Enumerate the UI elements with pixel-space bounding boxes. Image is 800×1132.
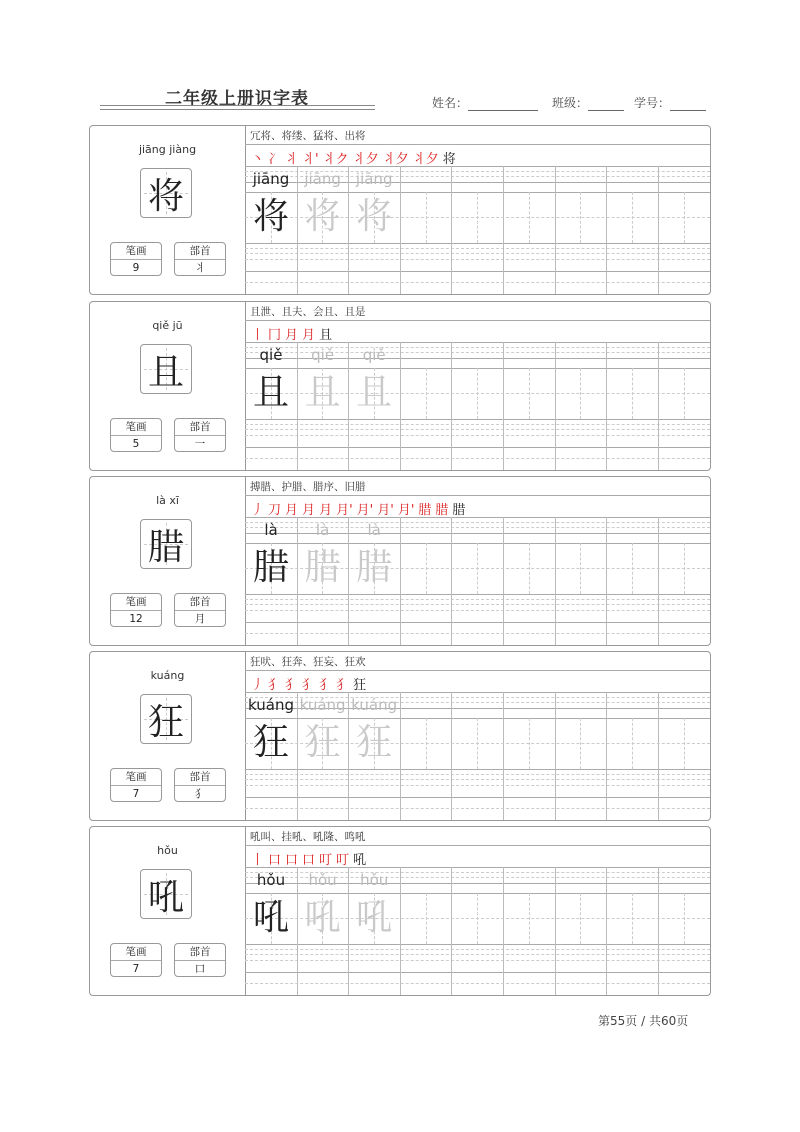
grid-line xyxy=(245,808,710,809)
class-blank[interactable] xyxy=(588,96,624,111)
worksheet-title: 二年级上册识字表 xyxy=(165,89,309,109)
stroke-count-label: 笔画 xyxy=(111,769,161,786)
grid-column-line xyxy=(658,517,659,645)
grid-line xyxy=(245,769,710,770)
radical-box xyxy=(174,593,226,627)
grid-line xyxy=(245,144,710,145)
practice-character: 狂 xyxy=(304,722,341,763)
grid-column-line xyxy=(658,692,659,820)
practice-character: 且 xyxy=(356,372,393,413)
stroke-step: 丬夕 xyxy=(382,152,409,167)
student-id-blank[interactable] xyxy=(670,96,706,111)
grid-line xyxy=(245,944,710,945)
grid-line xyxy=(245,633,710,634)
stroke-count-box xyxy=(110,418,162,452)
grid-line xyxy=(245,429,710,430)
stroke-step: 犭 xyxy=(302,678,316,693)
radical-value: 一 xyxy=(194,438,206,450)
practice-panel xyxy=(245,827,710,995)
grid-column-line xyxy=(451,342,452,470)
radical-value: 口 xyxy=(194,963,206,975)
character-card xyxy=(89,301,711,471)
character-info-panel xyxy=(90,477,246,645)
stroke-count-box xyxy=(110,593,162,627)
stroke-order xyxy=(251,499,469,518)
stroke-step: 将 xyxy=(442,152,456,167)
grid-line xyxy=(245,779,710,780)
example-words: 吼叫、挂吼、吼隆、鸣吼 xyxy=(250,831,366,843)
character-display xyxy=(140,694,192,744)
stroke-step: 丿 xyxy=(251,678,265,693)
grid-line xyxy=(245,599,710,600)
stroke-step: 月' xyxy=(377,503,394,518)
grid-column-line xyxy=(503,867,504,995)
stroke-count-label: 笔画 xyxy=(111,243,161,260)
character-display xyxy=(140,168,192,218)
grid-line xyxy=(245,320,710,321)
grid-line xyxy=(245,845,710,846)
practice-pinyin: hǒu xyxy=(360,871,389,889)
grid-line xyxy=(245,610,710,611)
grid-column-line xyxy=(451,166,452,294)
stroke-count-value: 7 xyxy=(132,788,140,800)
practice-panel xyxy=(245,126,710,294)
stroke-order xyxy=(251,324,336,343)
character-card xyxy=(89,476,711,646)
grid-column-line xyxy=(658,867,659,995)
grid-line xyxy=(245,259,710,260)
stroke-step: 冫 xyxy=(268,152,282,167)
grid-column-line xyxy=(451,692,452,820)
grid-line xyxy=(245,622,710,623)
radical-label: 部首 xyxy=(175,419,225,436)
stroke-step: 口 xyxy=(268,853,282,868)
grid-column-line xyxy=(555,867,556,995)
stroke-step: 刀 xyxy=(268,503,282,518)
stroke-step: 且 xyxy=(319,328,333,343)
practice-pinyin: hǒu xyxy=(308,871,337,889)
stroke-count-box xyxy=(110,242,162,276)
character-display xyxy=(140,869,192,919)
stroke-step: 丬' xyxy=(302,152,319,167)
stroke-step: 冂 xyxy=(268,328,282,343)
practice-pinyin: kuáng xyxy=(299,696,346,714)
grid-line xyxy=(245,419,710,420)
stroke-step: 丿 xyxy=(251,503,265,518)
stroke-count-value: 5 xyxy=(132,438,140,450)
name-label: 姓名： xyxy=(432,96,469,110)
stroke-step: 月 xyxy=(302,328,316,343)
title-underline xyxy=(100,105,375,106)
grid-column-line xyxy=(606,342,607,470)
student-id-field[interactable] xyxy=(634,94,706,111)
stroke-count-label: 笔画 xyxy=(111,944,161,961)
stroke-step: 腊 xyxy=(418,503,432,518)
practice-pinyin: jiāng xyxy=(355,170,393,188)
stroke-step: 月' xyxy=(356,503,374,518)
grid-column-line xyxy=(606,166,607,294)
practice-pinyin: kuáng xyxy=(351,696,398,714)
character-glyph: 狂 xyxy=(147,701,184,743)
practice-panel xyxy=(245,477,710,645)
grid-line xyxy=(245,253,710,254)
character-pinyin: qiě jū xyxy=(152,319,183,332)
character-glyph: 吼 xyxy=(147,876,184,918)
stroke-step: 丨 xyxy=(251,328,265,343)
grid-column-line xyxy=(555,517,556,645)
character-glyph: 将 xyxy=(147,175,184,217)
practice-panel xyxy=(245,652,710,820)
stroke-step: 犭 xyxy=(319,678,333,693)
character-glyph: 且 xyxy=(147,351,184,393)
stroke-step: 丬 xyxy=(285,152,299,167)
character-info-panel xyxy=(90,302,246,470)
character-pinyin: là xī xyxy=(156,494,179,507)
stroke-step: 腊 xyxy=(435,503,449,518)
practice-character: 吼 xyxy=(252,897,289,938)
grid-column-line xyxy=(503,692,504,820)
stroke-step: 月 xyxy=(285,503,299,518)
character-glyph: 腊 xyxy=(147,526,184,568)
practice-pinyin: qiě xyxy=(259,346,283,364)
grid-line xyxy=(245,435,710,436)
radical-label: 部首 xyxy=(175,594,225,611)
grid-column-line xyxy=(658,342,659,470)
grid-column-line xyxy=(503,342,504,470)
character-pinyin: jiāng jiàng xyxy=(138,143,197,156)
practice-character: 腊 xyxy=(356,547,393,588)
grid-line xyxy=(245,271,710,272)
grid-column-line xyxy=(555,692,556,820)
stroke-step: 叮 xyxy=(319,853,333,868)
radical-box xyxy=(174,768,226,802)
stroke-step: 口 xyxy=(302,853,316,868)
character-pinyin: kuáng xyxy=(150,669,185,682)
grid-column-line xyxy=(606,692,607,820)
grid-line xyxy=(245,243,710,244)
practice-character: 腊 xyxy=(252,547,289,588)
class-label: 班级： xyxy=(552,96,589,110)
grid-line xyxy=(245,983,710,984)
stroke-step: 丬夕 xyxy=(352,152,379,167)
stroke-count-label: 笔画 xyxy=(111,419,161,436)
page-number: 第55页 / 共60页 xyxy=(598,1014,689,1028)
stroke-step: 叮 xyxy=(336,853,350,868)
stroke-count-value: 12 xyxy=(129,613,143,625)
character-card xyxy=(89,125,711,295)
radical-box xyxy=(174,943,226,977)
grid-line xyxy=(245,282,710,283)
practice-character: 狂 xyxy=(356,722,393,763)
stroke-step: 口 xyxy=(285,853,299,868)
example-words: 且泄、且夫、会且、且是 xyxy=(250,306,366,318)
example-words: 狂吠、狂奔、狂妄、狂欢 xyxy=(250,656,366,668)
grid-line xyxy=(245,954,710,955)
stroke-step: 丬ク xyxy=(322,152,349,167)
radical-value: 月 xyxy=(194,613,206,625)
grid-line xyxy=(245,949,710,950)
stroke-step: 月' xyxy=(397,503,415,518)
practice-character: 狂 xyxy=(252,722,289,763)
stroke-step: 犭 xyxy=(285,678,299,693)
practice-pinyin: là xyxy=(367,521,381,539)
practice-pinyin: là xyxy=(315,521,330,539)
character-info-panel xyxy=(90,126,246,294)
radical-value: 犭 xyxy=(194,788,206,800)
practice-character: 且 xyxy=(252,372,289,413)
grid-line xyxy=(245,604,710,605)
radical-box xyxy=(174,242,226,276)
example-words: 冗将、将缕、猛将、出将 xyxy=(250,130,366,142)
radical-label: 部首 xyxy=(175,944,225,961)
grid-line xyxy=(245,774,710,775)
grid-column-line xyxy=(503,517,504,645)
stroke-step: 月 xyxy=(285,328,299,343)
stroke-count-label: 笔画 xyxy=(111,594,161,611)
practice-pinyin: jiāng xyxy=(252,170,290,188)
stroke-count-value: 7 xyxy=(132,963,140,975)
stroke-order xyxy=(251,148,460,167)
stroke-step: 吼 xyxy=(353,853,367,868)
grid-column-line xyxy=(503,166,504,294)
stroke-step: 犭 xyxy=(336,678,350,693)
grid-line xyxy=(245,495,710,496)
grid-line xyxy=(245,797,710,798)
radical-label: 部首 xyxy=(175,243,225,260)
stroke-order xyxy=(251,849,370,868)
grid-line xyxy=(245,248,710,249)
stroke-count-value: 9 xyxy=(132,262,140,274)
grid-line xyxy=(245,594,710,595)
grid-column-line xyxy=(555,166,556,294)
practice-pinyin: qiě xyxy=(362,346,386,364)
practice-pinyin: kuáng xyxy=(248,696,294,714)
stroke-step: 狂 xyxy=(353,678,367,693)
practice-panel xyxy=(245,302,710,470)
character-card xyxy=(89,826,711,996)
stroke-step: 月' xyxy=(336,503,353,518)
class-field[interactable] xyxy=(552,94,624,111)
stroke-order xyxy=(251,674,370,693)
grid-column-line xyxy=(658,166,659,294)
stroke-step: 丶 xyxy=(251,152,265,167)
practice-pinyin: hǒu xyxy=(256,871,286,889)
grid-column-line xyxy=(555,342,556,470)
practice-character: 且 xyxy=(304,372,341,413)
stroke-count-box xyxy=(110,943,162,977)
stroke-step: 丨 xyxy=(251,853,265,868)
character-pinyin: hǒu xyxy=(157,844,178,857)
practice-character: 吼 xyxy=(304,897,341,938)
radical-label: 部首 xyxy=(175,769,225,786)
character-display xyxy=(140,344,192,394)
practice-character: 将 xyxy=(304,196,341,237)
stroke-step: 丬夕 xyxy=(412,152,439,167)
stroke-step: 月 xyxy=(302,503,316,518)
grid-line xyxy=(245,670,710,671)
character-info-panel xyxy=(90,827,246,995)
grid-column-line xyxy=(606,517,607,645)
student-id-label: 学号： xyxy=(634,96,671,110)
grid-line xyxy=(245,447,710,448)
name-field[interactable] xyxy=(432,94,538,111)
character-card xyxy=(89,651,711,821)
radical-value: 丬 xyxy=(194,262,206,274)
stroke-step: 腊 xyxy=(452,503,466,518)
grid-line xyxy=(245,424,710,425)
grid-column-line xyxy=(451,867,452,995)
example-words: 搏腊、护腊、腊序、旧腊 xyxy=(250,481,366,493)
title-underline-2 xyxy=(100,109,375,110)
stroke-step: 犭 xyxy=(268,678,282,693)
practice-pinyin: qiě xyxy=(311,346,335,364)
stroke-step: 月 xyxy=(319,503,333,518)
grid-line xyxy=(245,972,710,973)
practice-character: 将 xyxy=(356,196,393,237)
grid-column-line xyxy=(606,867,607,995)
stroke-count-box xyxy=(110,768,162,802)
name-blank[interactable] xyxy=(468,96,538,111)
practice-character: 腊 xyxy=(304,547,341,588)
practice-character: 将 xyxy=(252,196,289,237)
radical-box xyxy=(174,418,226,452)
practice-pinyin: là xyxy=(264,521,278,539)
character-info-panel xyxy=(90,652,246,820)
character-display xyxy=(140,519,192,569)
grid-line xyxy=(245,960,710,961)
grid-line xyxy=(245,785,710,786)
grid-column-line xyxy=(451,517,452,645)
grid-line xyxy=(245,458,710,459)
practice-character: 吼 xyxy=(356,897,393,938)
practice-pinyin: jiāng xyxy=(304,170,341,188)
